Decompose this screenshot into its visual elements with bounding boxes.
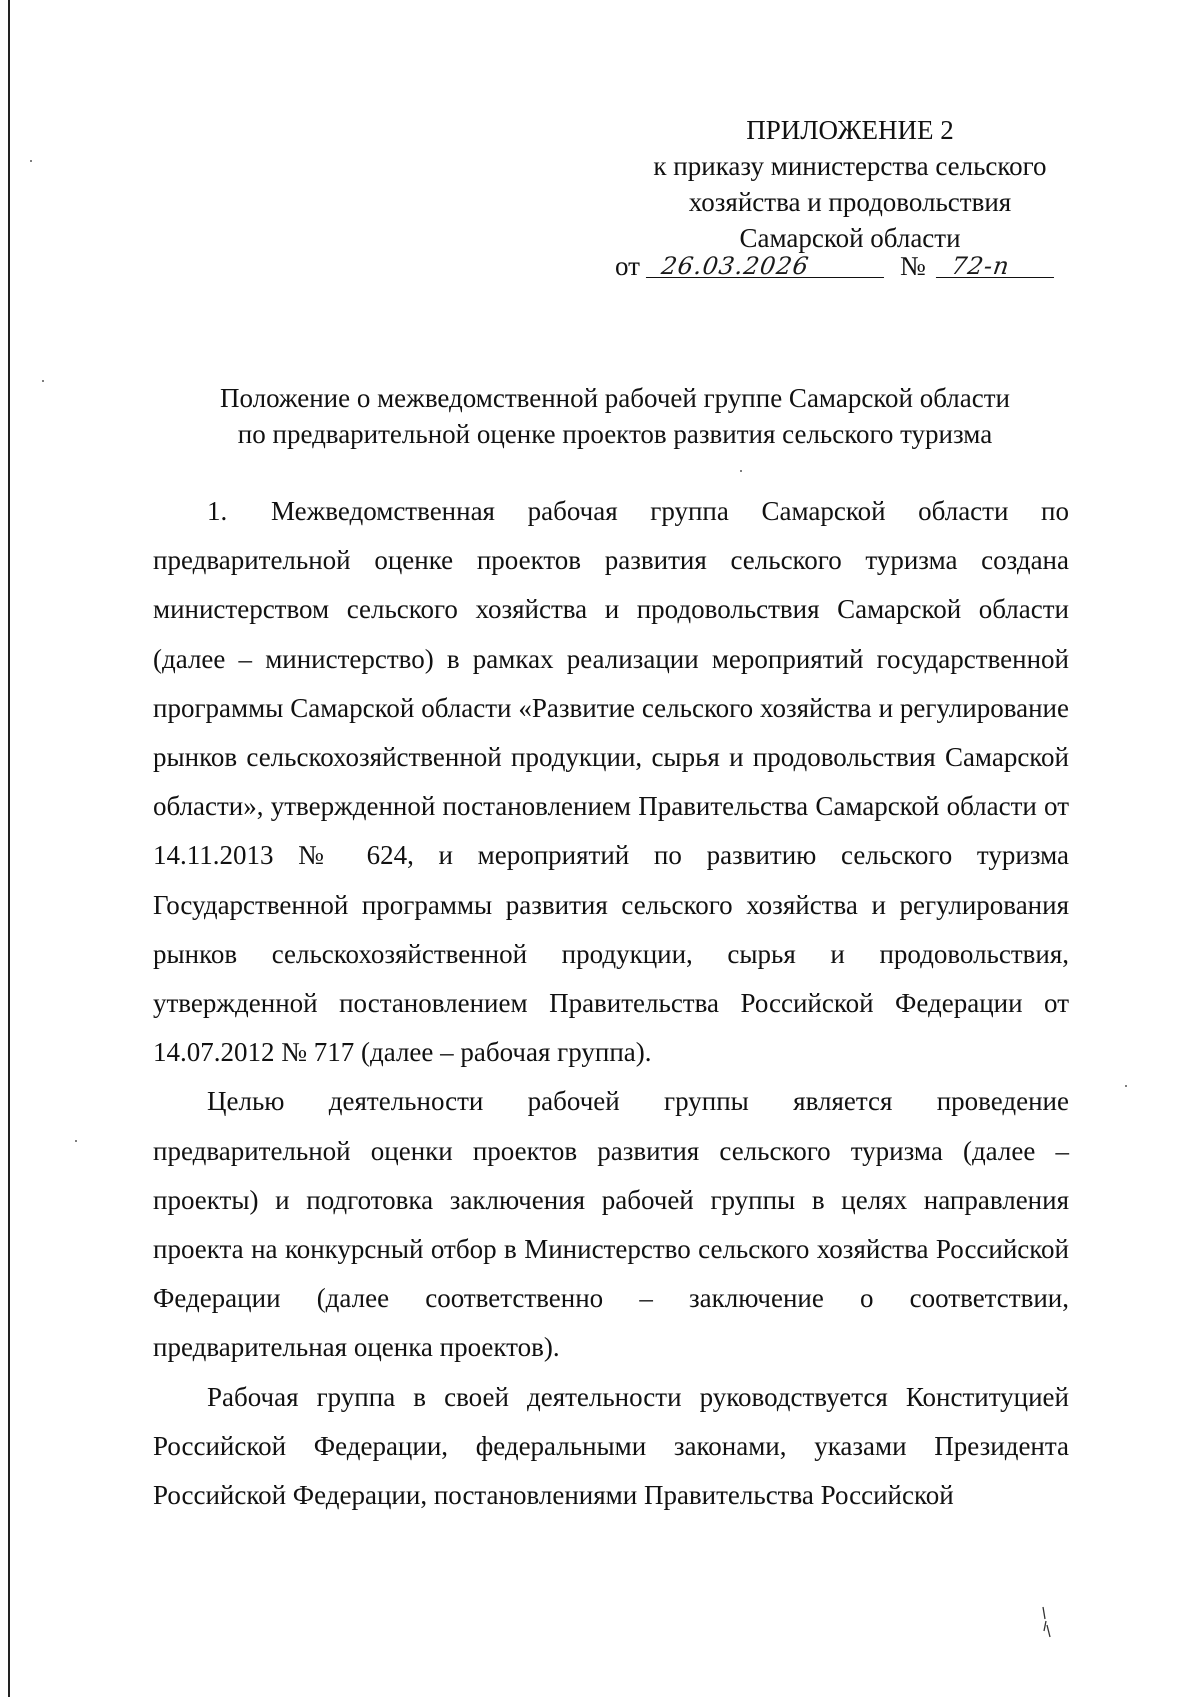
appendix-line-2: хозяйства и продовольствия	[688, 187, 1012, 217]
appendix-header	[600, 112, 1100, 256]
paragraph-2	[153, 1077, 1069, 1372]
scan-speck	[740, 470, 742, 472]
scan-speck	[42, 380, 44, 382]
appendix-line-3: Самарской области	[739, 223, 961, 253]
handwritten-date: 26.03.2026	[646, 248, 888, 278]
order-date-number-line	[615, 248, 1095, 284]
scan-speck	[1125, 1085, 1127, 1087]
paragraph-2-text: Целью деятельности рабочей группы является проведение предварительной оценки проектов развития сельского туризма (далее – проекты) и подготовка заключения рабочей группы в целях направления проекта на конкурсный отбор в Министерство сельского хозяйства Российской Федерации (далее соответственно – заключение о соответствии, предварительная оценка проектов).	[153, 1086, 1069, 1363]
document-body	[153, 487, 1069, 1520]
title-line-2: по предварительной оценке проектов развития сельского туризма	[237, 419, 993, 449]
number-label: №	[900, 251, 926, 281]
appendix-line-1: к приказу министерства сельского	[653, 151, 1047, 181]
scan-speck	[75, 1140, 77, 1142]
date-label: от	[615, 251, 640, 281]
paragraph-1	[153, 487, 1069, 1077]
scan-page-edge	[8, 0, 10, 1697]
scan-speck	[30, 160, 32, 162]
pen-mark-icon	[1040, 1605, 1052, 1639]
paragraph-3-text: Рабочая группа в своей деятельности руководствуется Конституцией Российской Федерации, федеральными законами, указами Президента Российской Федерации, постановлениями Правительства Российской	[153, 1381, 1069, 1511]
title-line-1: Положение о межведомственной рабочей группе Самарской области	[219, 383, 1010, 413]
paragraph-1-number: 1.	[207, 496, 228, 526]
handwritten-number: 72-п	[936, 248, 1058, 278]
paragraph-1-text: Межведомственная рабочая группа Самарской области по предварительной оценке проектов развития сельского туризма создана министерством сельского хозяйства и продовольствия Самарской области (далее – министерство) в рамках реализации мероприятий государственной программы Самарской области «Развитие сельского хозяйства и регулирование рынков сельскохозяйственной продукции, сырья и продовольствия Самарской области», утвержденной постановлением Правительства Самарской области от 14.11.2013 № 624, и мероприятий по развитию сельского туризма Государственной программы развития сельского хозяйства и регулирования рынков сельскохозяйственной продукции, сырья и продовольствия, утвержденной постановлением Правительства Российской Федерации от 14.07.2012 № 717 (далее – рабочая группа).	[153, 496, 1069, 1068]
document-title	[150, 380, 1080, 452]
appendix-title: ПРИЛОЖЕНИЕ 2	[746, 115, 954, 145]
paragraph-3	[153, 1373, 1069, 1521]
